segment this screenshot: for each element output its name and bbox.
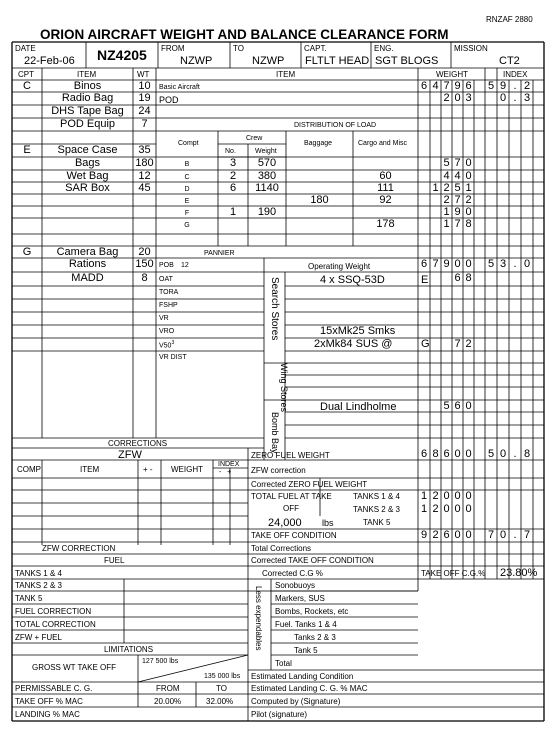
zfw-correction-heading: ZFW CORRECTION (42, 544, 116, 553)
distribution-title: DISTRIBUTION OF LOAD (294, 122, 377, 129)
crew-number[interactable]: 3 (229, 157, 237, 169)
weight-digit[interactable]: 9 (420, 529, 428, 541)
to-field[interactable]: NZWP (252, 55, 285, 67)
total-fuel-label: TOTAL FUEL AT TAKE (251, 492, 332, 501)
item-heading-2: ITEM (276, 70, 296, 79)
exp-tank-5-label: Tank 5 (294, 646, 318, 655)
ft-tanks-14: TANKS 1 & 4 (15, 569, 62, 578)
from-field[interactable]: NZWP (180, 55, 213, 67)
form-title: ORION AIRCRAFT WEIGHT AND BALANCE CLEARANCE FORM (40, 27, 449, 42)
captain-label: CAPT. (304, 44, 327, 53)
mission-label: MISSION (454, 44, 488, 53)
weight-digit[interactable]: 0 (465, 448, 472, 460)
weight-digit[interactable]: 7 (454, 338, 461, 350)
item-weight[interactable]: 19 (138, 92, 151, 104)
baggage-weight[interactable]: 180 (310, 194, 329, 206)
weight-digit[interactable]: 0 (465, 400, 472, 412)
date-label: DATE (15, 44, 36, 53)
weight-digit[interactable]: 2 (465, 194, 472, 206)
weight-digit[interactable]: 0 (454, 503, 461, 515)
crew-weight[interactable]: 570 (257, 157, 277, 169)
tanks-14-label: TANKS 1 & 4 (353, 492, 400, 501)
weight-digit[interactable]: 0 (443, 503, 450, 515)
weight-digit[interactable]: 2 (432, 490, 439, 502)
weight-digit[interactable]: 4 (432, 80, 439, 92)
index-digit[interactable]: 0 (523, 258, 531, 270)
est-landing-label: Estimated Landing Condition (251, 672, 354, 681)
ft-total-correction: TOTAL CORRECTION (15, 620, 96, 629)
less-expendables-label: Less expendables (254, 586, 263, 651)
weight-digit[interactable]: 0 (465, 157, 472, 169)
fuel-heading: FUEL (104, 556, 125, 565)
cargo-weight[interactable]: 60 (379, 170, 392, 182)
date-field[interactable]: 22-Feb-06 (24, 55, 75, 67)
fuel-amount[interactable]: 24,000 (268, 517, 302, 529)
weight-digit[interactable]: 2 (432, 503, 439, 515)
crew-number[interactable]: 1 (229, 206, 237, 218)
crew-weight[interactable]: 380 (257, 170, 277, 182)
index-heading: INDEX (503, 70, 528, 79)
item-weight[interactable]: 10 (138, 80, 151, 92)
est-landing-cg-label: Estimated Landing C. G. % MAC (251, 684, 368, 693)
v50-label: $V50^3$ (159, 340, 175, 350)
landing-mac-label: LANDING % MAC (15, 710, 80, 719)
item-name[interactable]: DHS Tape Bag (51, 105, 124, 117)
item-name[interactable]: Radio Bag (61, 92, 114, 104)
weight-digit[interactable]: 6 (465, 80, 472, 92)
weight-digit[interactable]: 2 (465, 338, 472, 350)
item-weight[interactable]: 35 (138, 144, 151, 156)
baggage-heading: Baggage (304, 140, 333, 147)
cargo-heading: Cargo and Misc (358, 140, 408, 147)
weight-digit[interactable]: 7 (432, 258, 439, 270)
item-weight[interactable]: 150 (135, 258, 154, 270)
to-label: TO (233, 44, 244, 53)
from-label: FROM (161, 44, 185, 53)
item-name[interactable]: Rations (68, 258, 107, 270)
corrections-title: CORRECTIONS (108, 439, 168, 448)
weight-digit[interactable]: 0 (454, 448, 461, 460)
oat-label: OAT (159, 276, 173, 283)
weight-digit[interactable]: 6 (443, 529, 450, 541)
tora-label: TORA (159, 289, 179, 296)
weight-digit[interactable]: 6 (443, 448, 450, 460)
vr-label: VR (159, 315, 169, 322)
ft-tank-5: TANK 5 (15, 594, 43, 603)
weight-digit[interactable]: 2 (432, 529, 439, 541)
pod-label: POD (159, 95, 179, 105)
weight-digit[interactable]: 0 (443, 490, 450, 502)
weight-digit[interactable]: 5 (454, 182, 461, 194)
cargo-weight[interactable]: 92 (379, 194, 392, 206)
corr-index-heading: INDEX (218, 461, 240, 468)
weight-digit[interactable]: 2 (443, 182, 450, 194)
fuel-tanks-14-label: Fuel. Tanks 1 & 4 (275, 620, 337, 629)
weight-digit[interactable]: 1 (420, 503, 428, 515)
item-name[interactable]: Wet Bag (66, 170, 109, 182)
form-number: RNZAF 2880 (486, 15, 533, 24)
index-digit[interactable]: . (513, 529, 517, 541)
compartment-letter: D (184, 186, 190, 193)
tank-5-label: TANK 5 (363, 518, 391, 527)
takeoff-mac-label: TAKE OFF % MAC (15, 697, 83, 706)
weight-digit[interactable]: 0 (465, 529, 472, 541)
sus-item[interactable]: 2xMk84 SUS @ (314, 338, 393, 350)
vr-dist-label: VR DIST (159, 354, 187, 361)
weight-digit[interactable]: 1 (465, 182, 472, 194)
cpt-heading: CPT (18, 70, 34, 79)
weight-digit[interactable]: 0 (465, 206, 472, 218)
weight-digit[interactable]: 7 (454, 194, 461, 206)
exp-tanks-23-label: Tanks 2 & 3 (294, 633, 336, 642)
basic-aircraft-label: Basic Aircraft (159, 84, 200, 91)
wt-heading: WT (137, 70, 150, 79)
item-compartment[interactable]: G (22, 246, 32, 258)
corr-weight-heading: WEIGHT (171, 465, 203, 474)
index-digit[interactable]: . (513, 448, 517, 460)
cargo-weight[interactable]: 111 (377, 182, 394, 194)
index-digit[interactable]: . (513, 92, 517, 104)
weight-digit[interactable]: 0 (454, 490, 461, 502)
compartment-letter: F (184, 210, 190, 217)
item-compartment[interactable]: C (23, 80, 31, 92)
item-compartment[interactable]: E (23, 144, 31, 156)
compt-heading: Compt (178, 140, 199, 147)
index-digit[interactable]: 3 (523, 92, 531, 104)
mission-field[interactable]: CT2 (499, 55, 520, 67)
ft-tanks-23: TANKS 2 & 3 (15, 581, 62, 590)
weight-digit[interactable]: 6 (454, 400, 461, 412)
weight-digit[interactable]: 6 (420, 448, 428, 460)
pilot-signature-label: Pilot (signature) (251, 710, 308, 719)
corr-index-signs: - + (219, 469, 232, 476)
zfw-correction-label: ZFW correction (251, 466, 306, 475)
exp-total-label: Total (275, 659, 292, 668)
item-name[interactable]: MADD (71, 272, 104, 284)
weight-digit[interactable]: 2 (443, 92, 450, 104)
vro-label: VRO (159, 328, 175, 335)
total-corrections-label: Total Corrections (251, 544, 312, 553)
markers-label: Markers, SUS (275, 594, 325, 603)
gross-weight-label: GROSS WT TAKE OFF (32, 663, 117, 672)
item-weight[interactable]: 8 (141, 272, 148, 284)
weight-digit[interactable]: 0 (465, 170, 472, 182)
index-digit[interactable]: 5 (487, 258, 495, 270)
tanks-23-label: TANKS 2 & 3 (353, 505, 400, 514)
permissible-cg-label: PERMISSABLE C. G. (15, 684, 93, 693)
engineer-field[interactable]: SGT BLOGS (375, 55, 439, 67)
zero-fuel-weight-label: ZERO FUEL WEIGHT (251, 451, 330, 460)
weight-digit[interactable]: 0 (465, 258, 472, 270)
sonobuoys-label: Sonobuoys (275, 581, 316, 590)
weight-digit[interactable]: 0 (465, 490, 472, 502)
captain-field[interactable]: FLTLT HEAD (305, 55, 370, 67)
wing-stores-label: Wing Stores (279, 363, 289, 413)
pob-label: POB (159, 262, 174, 269)
item-weight[interactable]: 20 (138, 246, 151, 258)
fuel-lbs-unit: lbs (322, 518, 334, 528)
weight-heading: WEIGHT (436, 70, 468, 79)
index-digit[interactable]: 0 (499, 92, 507, 104)
item-name[interactable]: Space Case (57, 144, 118, 156)
weight-digit[interactable]: 1 (432, 182, 439, 194)
weight-digit[interactable]: 3 (465, 92, 472, 104)
computed-by-label: Computed by (Signature) (251, 697, 341, 706)
mac-from-value: 20.00% (154, 697, 182, 706)
crew-heading: Crew (246, 135, 263, 142)
crew-weight[interactable]: 190 (257, 206, 277, 218)
weight-digit[interactable]: 6 (454, 272, 461, 284)
comp-heading: COMP (17, 465, 41, 474)
weight-digit[interactable]: 1 (420, 490, 428, 502)
weight-digit[interactable]: 9 (454, 206, 461, 218)
compartment-letter: G (184, 222, 190, 229)
weight-digit[interactable]: 7 (454, 218, 461, 230)
item-weight[interactable]: 45 (138, 182, 151, 194)
corrected-zfw-label: Corrected ZERO FUEL WEIGHT (251, 480, 368, 489)
weight-digit[interactable]: 9 (443, 258, 450, 270)
index-digit[interactable]: 0 (499, 529, 507, 541)
limit-127500: 127 500 lbs (142, 658, 179, 665)
corrected-takeoff-label: Corrected TAKE OFF CONDITION (251, 556, 374, 565)
index-digit[interactable]: 9 (499, 80, 507, 92)
weight-digit[interactable]: 7 (443, 80, 450, 92)
weight-digit[interactable]: 1 (443, 218, 450, 230)
crew-weight-heading: Weight (255, 148, 277, 155)
weight-digit[interactable]: 0 (454, 258, 461, 270)
bomb-bay-label: Bomb Bay (270, 412, 280, 454)
weight-digit[interactable]: 1 (443, 206, 450, 218)
fshp-label: FSHP (159, 302, 178, 309)
limitations-label: LIMITATIONS (104, 645, 154, 654)
compartment-letter: B (184, 161, 190, 168)
crew-no-heading: No. (225, 148, 236, 155)
item-name[interactable]: Bags (74, 157, 101, 169)
total-fuel-off-label: OFF (283, 504, 299, 513)
limit-135000: 135 000 lbs (204, 673, 241, 680)
cg-from-label: FROM (156, 684, 180, 693)
takeoff-cg-value[interactable]: 23.80% (500, 567, 538, 579)
cargo-weight[interactable]: 178 (376, 218, 395, 230)
weight-digit[interactable]: 8 (465, 218, 472, 230)
weight-digit[interactable]: 9 (454, 80, 461, 92)
takeoff-cg-label: TAKE OFF C.G.% (421, 569, 486, 578)
smks-item[interactable]: 15xMk25 Smks (320, 325, 396, 337)
ft-zfw-fuel: ZFW + FUEL (15, 633, 62, 642)
crew-weight[interactable]: 1140 (255, 182, 279, 194)
ft-fuel-correction: FUEL CORRECTION (15, 607, 92, 616)
weight-digit[interactable]: 8 (465, 272, 472, 284)
item-weight[interactable]: 24 (138, 105, 151, 117)
index-digit[interactable]: 0 (499, 448, 507, 460)
weight-digit[interactable]: 0 (454, 529, 461, 541)
weight-digit[interactable]: 6 (420, 258, 428, 270)
weight-digit[interactable]: 4 (454, 170, 461, 182)
operating-weight-label: Operating Weight (308, 262, 371, 271)
mac-to-value: 32.00% (206, 697, 234, 706)
weight-digit[interactable]: 0 (454, 92, 461, 104)
item-name[interactable]: POD Equip (59, 118, 116, 130)
crew-number[interactable]: 2 (229, 170, 237, 182)
ssq-compartment[interactable]: E (421, 274, 429, 286)
pannier-label: PANNIER (204, 250, 235, 257)
lindholme-item[interactable]: Dual Lindholme (320, 401, 397, 413)
item-name[interactable]: Binos (73, 80, 102, 92)
weight-digit[interactable]: 7 (454, 157, 461, 169)
cg-to-label: TO (216, 684, 227, 693)
item-weight[interactable]: 12 (138, 170, 151, 182)
weight-digit[interactable]: 4 (443, 170, 450, 182)
weight-digit[interactable]: 5 (443, 400, 450, 412)
index-digit[interactable]: 7 (487, 529, 495, 541)
compartment-letter: E (184, 198, 190, 205)
index-digit[interactable]: . (513, 258, 517, 270)
index-digit[interactable]: 8 (523, 448, 531, 460)
weight-digit[interactable]: 6 (420, 80, 428, 92)
index-digit[interactable]: 7 (523, 529, 531, 541)
aircraft-number[interactable]: NZ4205 (97, 47, 147, 63)
item-weight[interactable]: 180 (135, 157, 154, 169)
weight-digit[interactable]: 2 (443, 194, 450, 206)
crew-number[interactable]: 6 (229, 182, 237, 194)
search-stores-label: Search Stores (269, 277, 280, 341)
index-digit[interactable]: 5 (487, 448, 495, 460)
bombs-label: Bombs, Rockets, etc (275, 607, 349, 616)
zfw-label: ZFW (118, 449, 142, 461)
index-digit[interactable]: 5 (487, 80, 495, 92)
takeoff-condition-label: TAKE OFF CONDITION (251, 531, 337, 540)
engineer-label: ENG. (374, 44, 394, 53)
index-digit[interactable]: 3 (499, 258, 507, 270)
pob-value[interactable]: 12 (181, 262, 189, 269)
weight-digit[interactable]: 5 (443, 157, 450, 169)
item-name[interactable]: SAR Box (65, 182, 110, 194)
item-name[interactable]: Camera Bag (56, 246, 119, 258)
weight-digit[interactable]: 8 (432, 448, 439, 460)
index-digit[interactable]: 2 (523, 80, 531, 92)
plus-minus-heading: + - (143, 465, 153, 474)
index-digit[interactable]: . (513, 80, 517, 92)
compartment-letter: C (184, 174, 190, 181)
corrected-cg-label: Corrected C.G % (262, 569, 323, 578)
item-weight[interactable]: 7 (141, 118, 148, 130)
sus-compartment[interactable]: G (421, 338, 430, 350)
weight-digit[interactable]: 0 (465, 503, 472, 515)
corr-item-heading: ITEM (80, 465, 100, 474)
ssq-item[interactable]: 4 x SSQ-53D (320, 274, 385, 286)
item-heading: ITEM (77, 70, 97, 79)
